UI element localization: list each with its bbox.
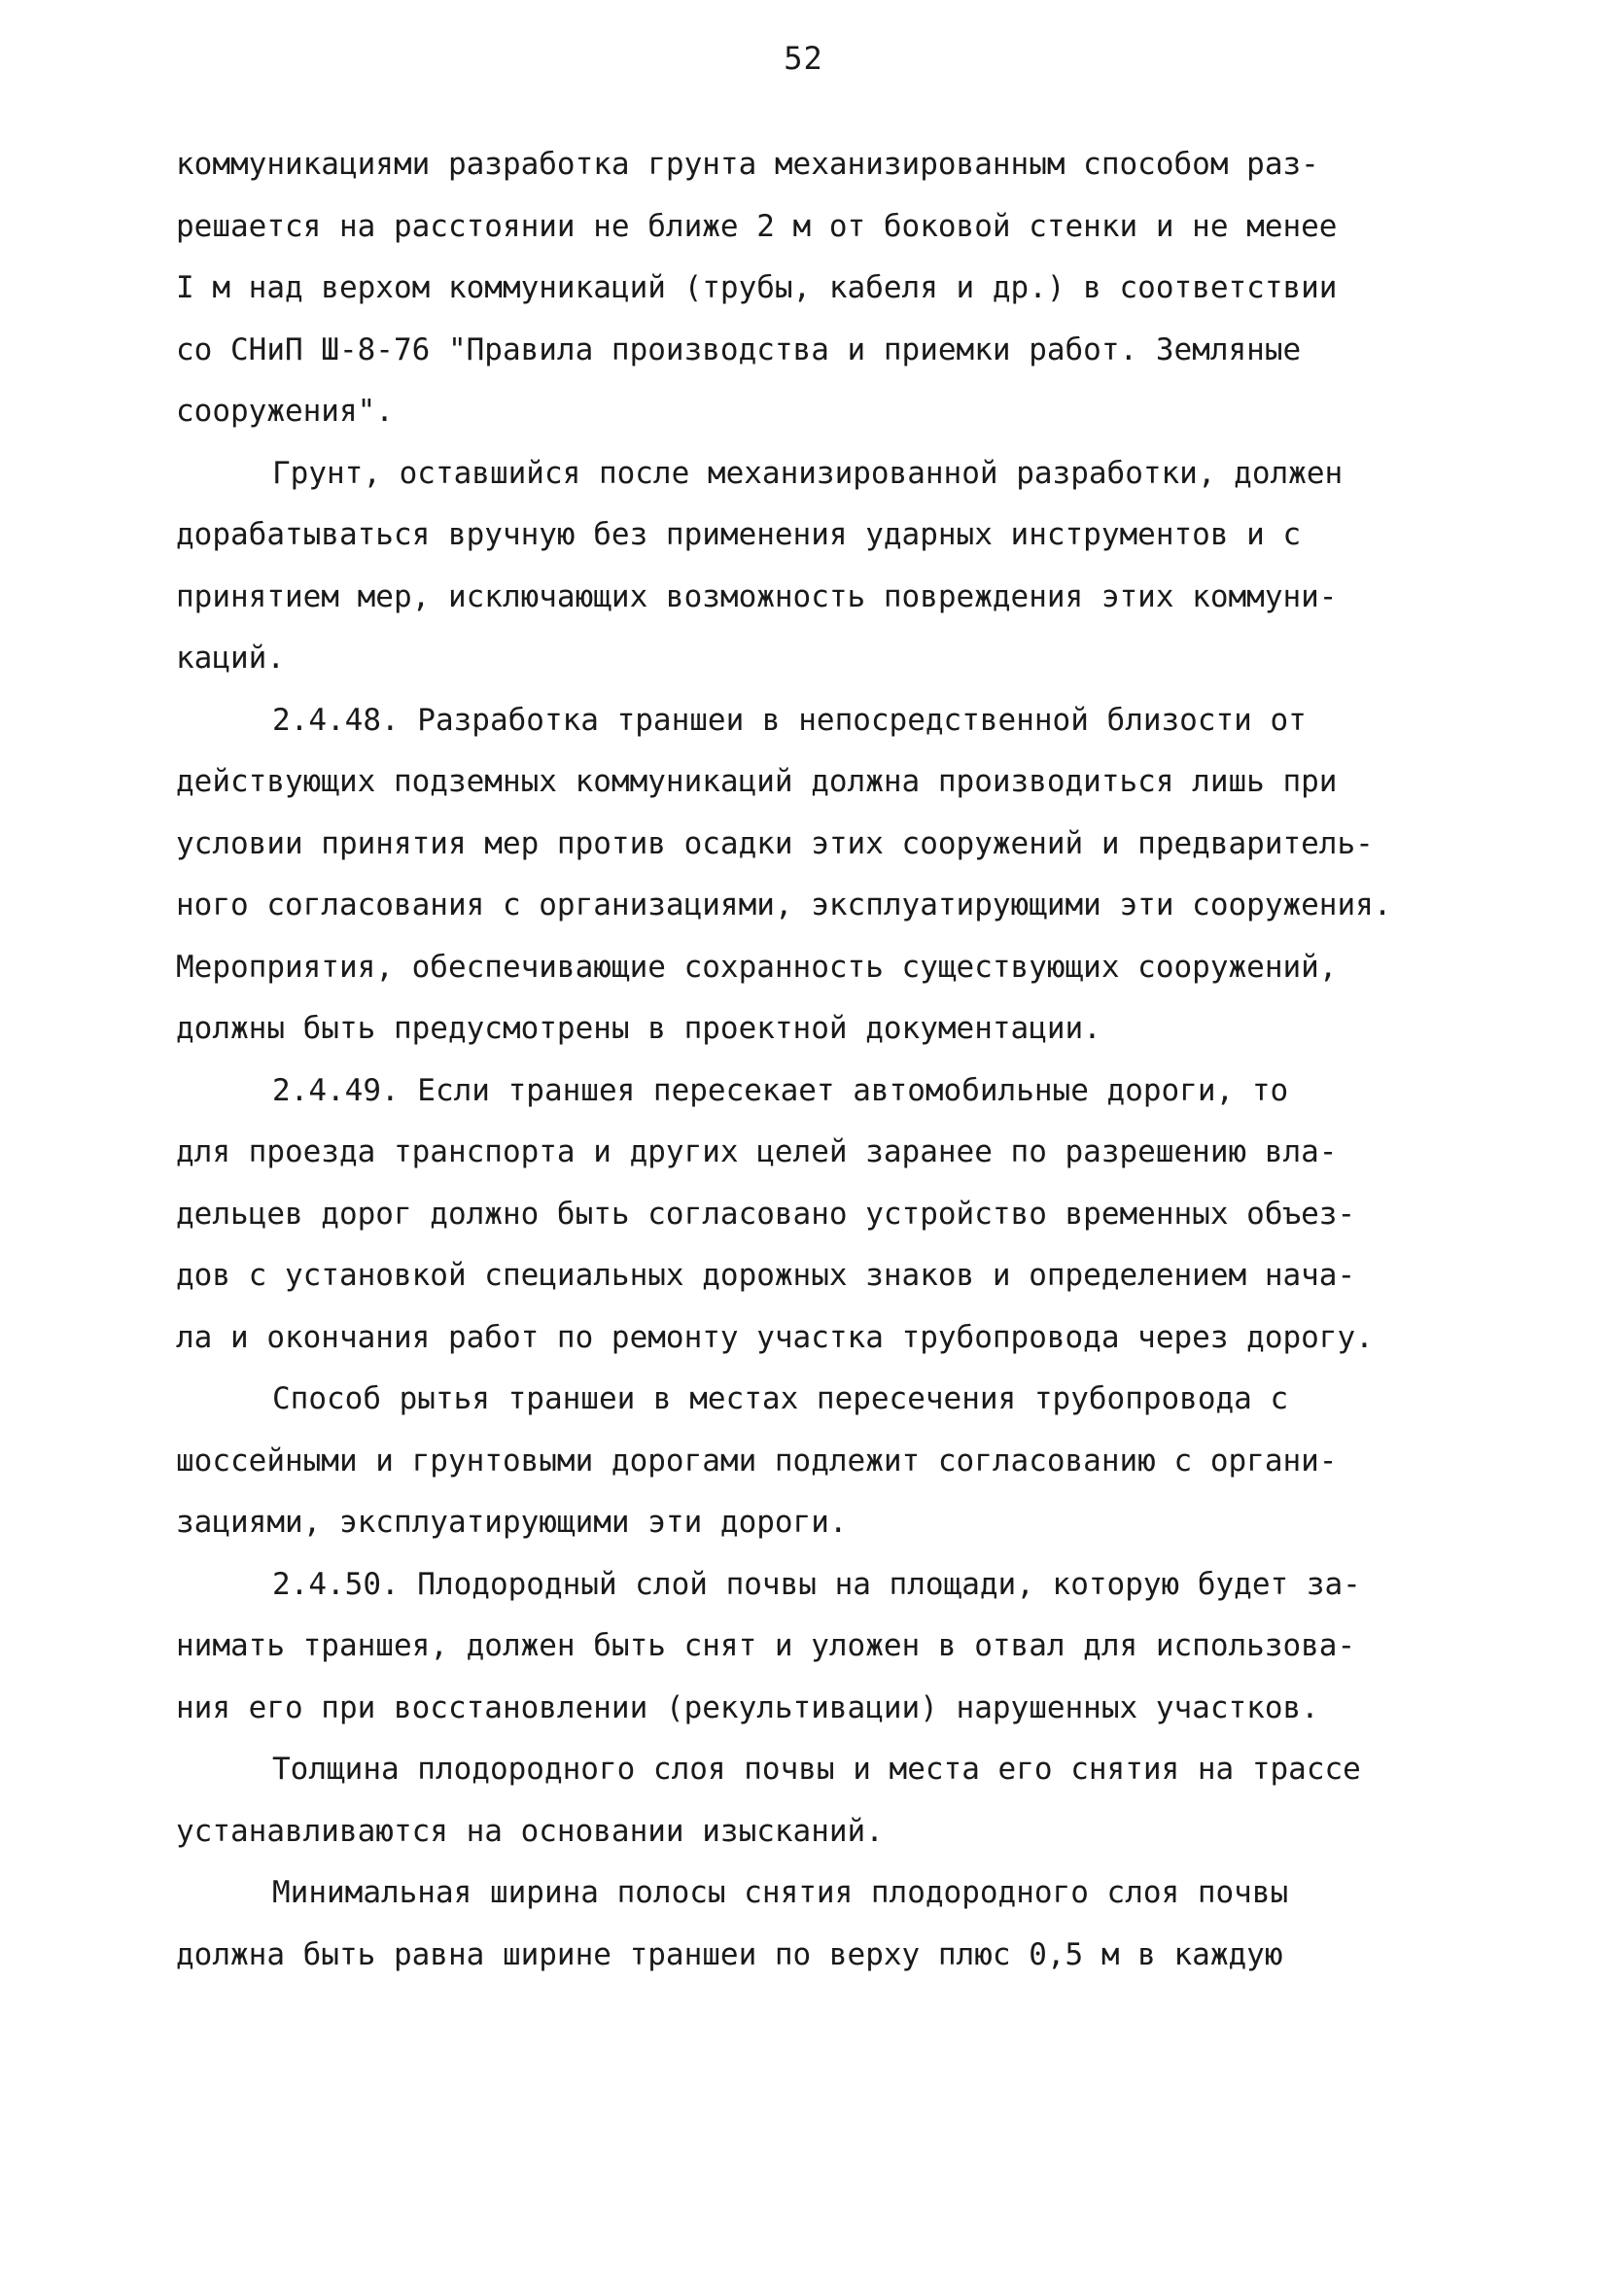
text-line: должна быть равна ширине траншеи по верху плюс 0,5 м в каждую [176,1936,1283,1972]
text-line: зациями, эксплуатирующими эти дороги. [176,1505,848,1540]
page-number: 52 [784,40,823,77]
text-line: ния его при восстановлении (рекультивации) нарушенных участков. [176,1689,1319,1725]
text-line: I м над верхом коммуникаций (трубы, кабеля и др.) в соответствии [176,270,1338,305]
text-line: Мероприятия, обеспечивающие сохранность существующих сооружений, [176,949,1338,985]
text-line: дорабатываться вручную без применения ударных инструментов и с [176,517,1302,552]
text-line: условии принятия мер против осадки этих сооружений и предваритель- [176,825,1374,861]
text-line: принятием мер, исключающих возможность повреждения этих коммуни- [176,578,1338,614]
text-line: Минимальная ширина полосы снятия плодородного слоя почвы [272,1875,1289,1910]
text-line: дельцев дорог должно быть согласовано устройство временных объез- [176,1196,1356,1232]
text-line: 2.4.50. Плодородный слой почвы на площади, которую будет за- [272,1566,1361,1602]
text-line: решается на расстоянии не ближе 2 м от боковой стенки и не менее [176,208,1338,244]
text-line: ного согласования с организациями, эксплуатирующими эти сооружения. [176,887,1392,922]
text-line: Толщина плодородного слоя почвы и места его снятия на трассе [272,1752,1361,1787]
text-line: устанавливаются на основании изысканий. [176,1813,884,1849]
text-line: со СНиП Ш-8-76 "Правила производства и приемки работ. Земляные [176,331,1302,367]
text-line: ла и окончания работ по ремонту участка трубопровода через дорогу. [176,1319,1374,1355]
text-line: шоссейными и грунтовыми дорогами подлежит согласованию с органи- [176,1443,1338,1478]
text-line: должны быть предусмотрены в проектной документации. [176,1011,1101,1046]
text-line: 2.4.49. Если траншея пересекает автомобильные дороги, то [272,1072,1289,1108]
text-line: коммуникациями разработка грунта механизированным способом раз- [176,147,1319,182]
text-line: действующих подземных коммуникаций должна производиться лишь при [176,764,1338,799]
text-line: дов с установкой специальных дорожных знаков и определением нача- [176,1258,1356,1293]
text-line: для проезда транспорта и других целей заранее по разрешению вла- [176,1134,1338,1169]
text-line: Способ рытья траншеи в местах пересечения трубопровода с [272,1381,1289,1416]
text-line: 2.4.48. Разработка траншеи в непосредственной близости от [272,702,1307,738]
document-body [176,134,1469,1986]
text-line: сооружения". [176,394,394,429]
text-line: каций. [176,641,285,676]
text-line: Грунт, оставшийся после механизированной разработки, должен [272,455,1344,491]
text-line: нимать траншея, должен быть снят и уложен в отвал для использова- [176,1628,1356,1663]
